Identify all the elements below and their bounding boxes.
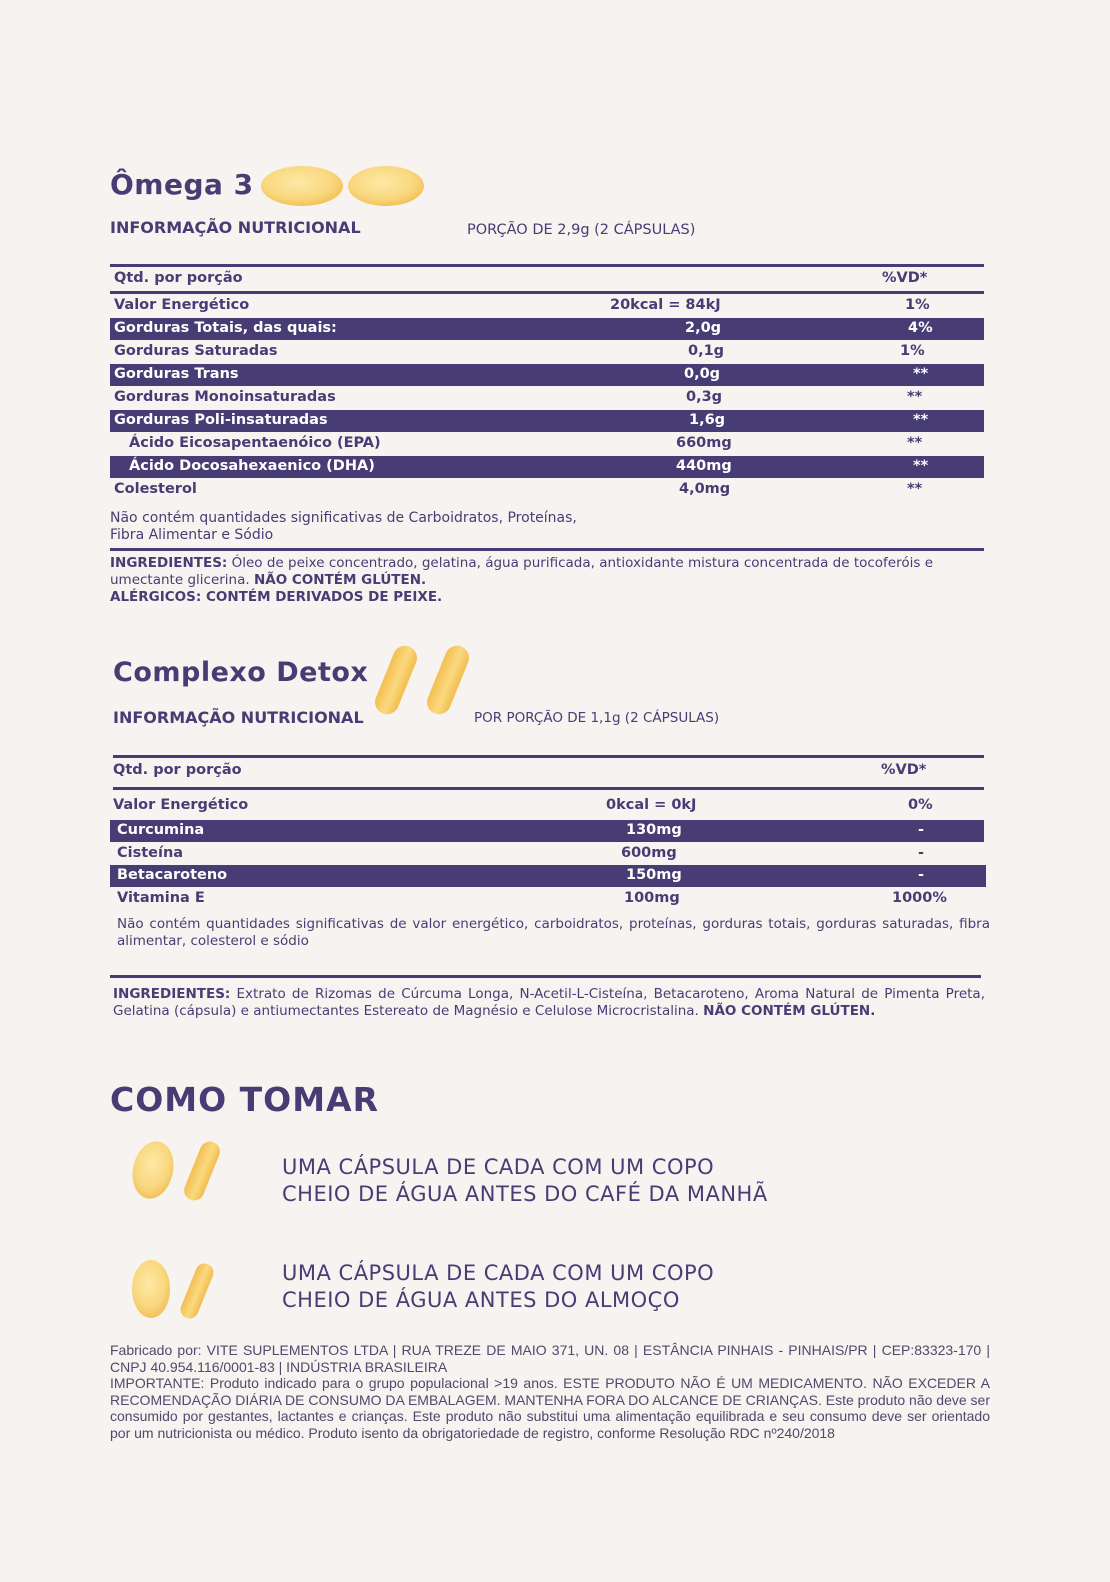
detox-title: Complexo Detox	[113, 657, 369, 688]
ingredients-label: INGREDIENTES:	[113, 986, 231, 1002]
softgel-capsule-icon	[258, 165, 428, 209]
header-vd: %VD*	[882, 270, 928, 286]
row-name: Ácido Docosahexaenico (DHA)	[129, 458, 375, 474]
table-row	[110, 843, 986, 865]
footer	[110, 1342, 990, 1441]
note-line: Fibra Alimentar e Sódio	[110, 527, 274, 543]
table-row	[110, 341, 984, 363]
howto-step-2	[282, 1260, 714, 1314]
table-row	[110, 888, 986, 910]
table-row	[110, 479, 984, 501]
row-value: 2,0g	[685, 320, 722, 336]
row-value: 4,0mg	[679, 481, 731, 497]
row-vd: -	[918, 867, 925, 883]
row-name: Ácido Eicosapentaenóico (EPA)	[129, 435, 381, 451]
row-value: 600mg	[621, 845, 677, 861]
detox-subtitle: INFORMAÇÃO NUTRICIONAL	[113, 708, 364, 727]
table-row	[110, 295, 984, 317]
row-value: 440mg	[676, 458, 732, 474]
detox-portion: POR PORÇÃO DE 1,1g (2 CÁPSULAS)	[474, 710, 720, 726]
row-name: Gorduras Totais, das quais:	[114, 320, 337, 336]
omega-title: Ômega 3	[110, 168, 254, 201]
row-vd: 0%	[908, 797, 933, 813]
row-value: 130mg	[626, 822, 682, 838]
row-name: Betacaroteno	[117, 867, 228, 883]
ingredients-text: Extrato de Rizomas de Cúrcuma Longa, N-Acetil-L-Cisteína, Betacaroteno, Aroma Natural de Pimenta Preta, Gelatina (cápsula) e antiumectantes Estereato de Magnésio e Celulose Microcristalina.	[113, 986, 985, 1019]
row-name: Curcumina	[117, 822, 205, 838]
gluten-warning: NÃO CONTÉM GLÚTEN.	[253, 572, 427, 588]
row-name: Gorduras Saturadas	[114, 343, 278, 359]
row-vd: **	[913, 412, 929, 428]
row-name: Colesterol	[114, 481, 197, 497]
manufacturer-info: Fabricado por: VITE SUPLEMENTOS LTDA | RUA TREZE DE MAIO 371, UN. 08 | ESTÂNCIA PINHAIS - PINHAIS/PR | CEP:83323-170 | CNPJ 40.954.116/0001-83 | INDÚSTRIA BRASILEIRA	[110, 1342, 990, 1375]
ingredients-rule	[110, 975, 981, 978]
row-value: 1,6g	[689, 412, 726, 428]
row-value: 0,0g	[684, 366, 721, 382]
omega-portion: PORÇÃO DE 2,9g (2 CÁPSULAS)	[467, 222, 696, 238]
row-value: 0,1g	[688, 343, 725, 359]
header-label: Qtd. por porção	[113, 762, 242, 778]
step-line: UMA CÁPSULA DE CADA COM UM COPO	[282, 1261, 715, 1285]
important-notice: IMPORTANTE: Produto indicado para o grupo populacional >19 anos. ESTE PRODUTO NÃO É UM MEDICAMENTO. NÃO EXCEDER A RECOMENDAÇÃO DIÁRIA DE CONSUMO DA EMBALAGEM. MANTENHA FORA DO ALCANCE DE CRIANÇAS. Este produto não deve ser consumido por gestantes, lactantes e crianças. Este produto não substitui uma alimentação equilibrada e seu consumo deve ser orientado por um nutricionista ou médico. Produto isento da obrigatoriedade de registro, conforme Resolução RDC nº240/2018	[110, 1375, 990, 1441]
hard-capsule-icon	[366, 640, 478, 720]
allergen-warning: ALÉRGICOS: CONTÉM DERIVADOS DE PEIXE.	[110, 589, 443, 605]
row-name: Valor Energético	[113, 797, 249, 813]
step-line: CHEIO DE ÁGUA ANTES DO ALMOÇO	[282, 1288, 680, 1312]
detox-note: Não contém quantidades significativas de valor energético, carboidratos, proteínas, gorduras totais, gorduras saturadas, fibra alimentar, colesterol e sódio	[117, 916, 990, 949]
table-row	[110, 795, 986, 817]
omega-table-header	[110, 268, 984, 290]
detox-ingredients	[113, 986, 985, 1020]
howto-title: COMO TOMAR	[110, 1080, 380, 1119]
table-row	[110, 820, 984, 842]
table-top-rule	[110, 264, 984, 267]
table-top-rule	[113, 755, 984, 758]
step-line: UMA CÁPSULA DE CADA COM UM COPO	[282, 1155, 715, 1179]
table-header-rule	[113, 787, 984, 790]
table-row	[110, 364, 984, 386]
omega-subtitle: INFORMAÇÃO NUTRICIONAL	[110, 218, 361, 237]
row-vd: **	[907, 481, 923, 497]
row-vd: -	[918, 845, 925, 861]
row-name: Gorduras Trans	[114, 366, 239, 382]
row-vd: 1000%	[892, 890, 947, 906]
row-vd: **	[907, 389, 923, 405]
row-name: Cisteína	[117, 845, 184, 861]
capsule-pair-icon	[126, 1256, 226, 1324]
row-value: 0kcal = 0kJ	[606, 797, 697, 813]
row-name: Valor Energético	[114, 297, 250, 313]
table-row	[110, 433, 984, 455]
row-vd: 1%	[900, 343, 925, 359]
gluten-warning: NÃO CONTÉM GLÚTEN.	[703, 1003, 876, 1019]
row-name: Vitamina E	[117, 890, 205, 906]
row-value: 100mg	[624, 890, 680, 906]
row-vd: **	[907, 435, 923, 451]
header-vd: %VD*	[881, 762, 927, 778]
note-line: Não contém quantidades significativas de Carboidratos, Proteínas,	[110, 510, 577, 526]
ingredients-text: Óleo de peixe concentrado, gelatina, água purificada, antioxidante mistura concentrada de tocoferóis e umectante glicerina.	[110, 555, 933, 588]
row-value: 660mg	[676, 435, 732, 451]
row-vd: 4%	[908, 320, 933, 336]
omega-note	[110, 510, 730, 544]
row-value: 0,3g	[686, 389, 723, 405]
row-vd: -	[918, 822, 925, 838]
row-vd: **	[913, 458, 929, 474]
howto-step-1	[282, 1154, 768, 1208]
header-label: Qtd. por porção	[114, 270, 243, 286]
table-row	[110, 387, 984, 409]
omega-ingredients	[110, 555, 940, 606]
row-vd: 1%	[905, 297, 930, 313]
row-name: Gorduras Poli-insaturadas	[114, 412, 328, 428]
table-header-rule	[110, 291, 984, 294]
row-vd: **	[913, 366, 929, 382]
step-line: CHEIO DE ÁGUA ANTES DO CAFÉ DA MANHÃ	[282, 1182, 768, 1206]
table-row	[110, 410, 984, 432]
capsule-pair-icon	[126, 1138, 226, 1206]
row-name: Gorduras Monoinsaturadas	[114, 389, 336, 405]
row-value: 20kcal = 84kJ	[610, 297, 721, 313]
table-row	[110, 865, 986, 887]
table-row	[110, 318, 984, 340]
table-row	[110, 456, 984, 478]
row-value: 150mg	[626, 867, 682, 883]
ingredients-label: INGREDIENTES:	[110, 555, 228, 571]
detox-table-header	[113, 760, 984, 782]
ingredients-rule	[110, 548, 984, 551]
